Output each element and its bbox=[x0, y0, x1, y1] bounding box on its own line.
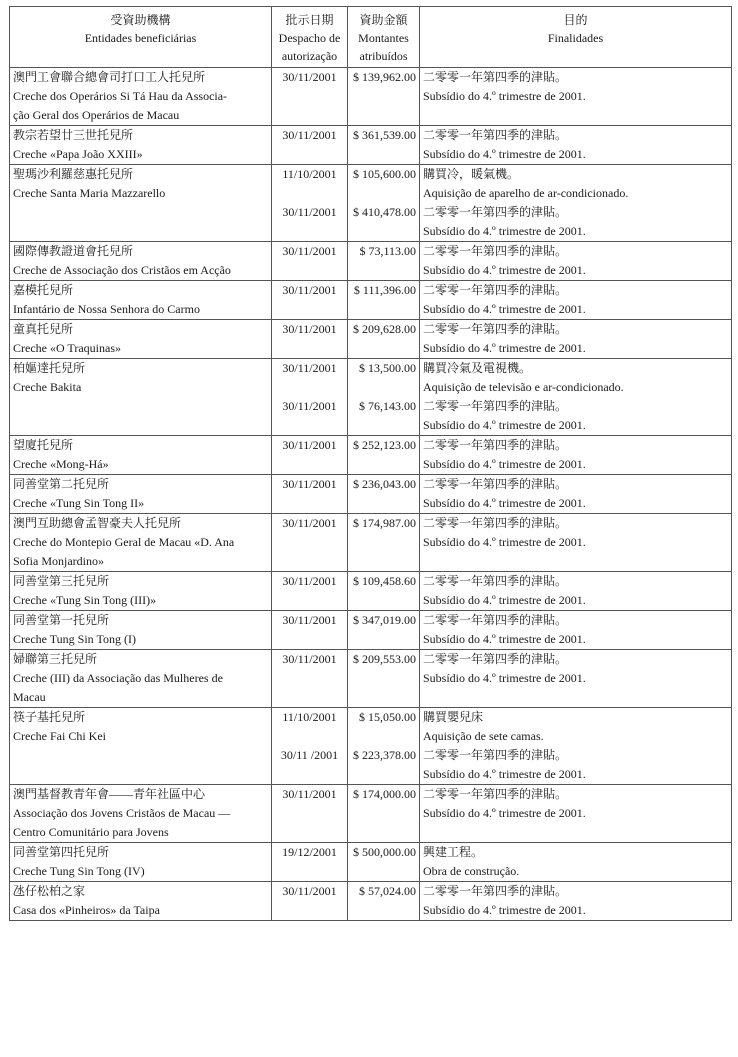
purpose-zh: 二零零一年第四季的津貼。 bbox=[423, 652, 568, 666]
line-spacer bbox=[275, 184, 344, 203]
line-spacer bbox=[275, 765, 344, 784]
line-spacer bbox=[275, 261, 344, 280]
header-purpose-pt: Finalidades bbox=[547, 31, 604, 45]
line-spacer bbox=[275, 630, 344, 649]
purpose-zh: 購買冷氣及電視機。 bbox=[423, 361, 532, 375]
date-cell bbox=[272, 68, 348, 126]
header-amount bbox=[348, 7, 420, 68]
header-date bbox=[272, 7, 348, 68]
entity-name-zh: 聖瑪沙利羅慈惠托兒所 bbox=[13, 167, 134, 181]
line-spacer bbox=[351, 378, 416, 397]
purpose-zh: 購買冷，暖氣機。 bbox=[423, 167, 520, 181]
purpose-zh: 二零零一年第四季的津貼。 bbox=[423, 322, 568, 336]
grant-date: 30/11/2001 bbox=[282, 516, 337, 530]
line-spacer bbox=[275, 416, 344, 435]
entity-cell bbox=[10, 514, 272, 572]
grant-amount: $ 105,600.00 bbox=[353, 167, 416, 181]
line-spacer bbox=[351, 300, 416, 319]
table-row bbox=[10, 165, 732, 242]
header-purpose-zh: 目的 bbox=[563, 13, 588, 27]
grant-amount: $ 174,000.00 bbox=[353, 787, 416, 801]
amount-cell bbox=[348, 436, 420, 475]
purpose-cell bbox=[420, 611, 732, 650]
entity-cell bbox=[10, 475, 272, 514]
header-amount-pt1: Montantes bbox=[358, 31, 409, 45]
line-spacer bbox=[351, 87, 416, 106]
purpose-cell bbox=[420, 882, 732, 921]
purpose-cell bbox=[420, 475, 732, 514]
amount-cell bbox=[348, 785, 420, 843]
entity-name-pt: Creche «O Traquinas» bbox=[13, 341, 121, 355]
amount-cell bbox=[348, 126, 420, 165]
grant-date: 30/11 /2001 bbox=[280, 748, 339, 762]
line-spacer bbox=[275, 455, 344, 474]
table-row bbox=[10, 572, 732, 611]
entity-cell bbox=[10, 126, 272, 165]
amount-cell bbox=[348, 359, 420, 436]
entity-cell bbox=[10, 611, 272, 650]
header-amount-zh: 資助金額 bbox=[359, 13, 408, 27]
entity-name-pt: Centro Comunitário para Jovens bbox=[13, 825, 169, 839]
entity-name-pt: Creche «Tung Sin Tong II» bbox=[13, 496, 145, 510]
table-row bbox=[10, 320, 732, 359]
purpose-zh: 二零零一年第四季的津貼。 bbox=[423, 399, 568, 413]
line-spacer bbox=[275, 378, 344, 397]
line-spacer bbox=[351, 533, 416, 552]
grant-date: 30/11/2001 bbox=[282, 574, 337, 588]
entity-name-pt: ção Geral dos Operários de Macau bbox=[13, 108, 180, 122]
purpose-cell bbox=[420, 785, 732, 843]
table-row bbox=[10, 514, 732, 572]
purpose-cell bbox=[420, 281, 732, 320]
amount-cell bbox=[348, 281, 420, 320]
line-spacer bbox=[275, 901, 344, 920]
line-spacer bbox=[351, 261, 416, 280]
purpose-zh: 二零零一年第四季的津貼。 bbox=[423, 70, 568, 84]
purpose-zh: 二零零一年第四季的津貼。 bbox=[423, 884, 568, 898]
purpose-cell bbox=[420, 843, 732, 882]
purpose-cell bbox=[420, 242, 732, 281]
grants-table bbox=[9, 6, 732, 921]
date-cell bbox=[272, 281, 348, 320]
entity-name-zh: 童真托兒所 bbox=[13, 322, 74, 336]
entity-name-zh: 國際傳教證道會托兒所 bbox=[13, 244, 134, 258]
purpose-pt: Aquisição de televisão e ar-condicionado. bbox=[423, 380, 624, 394]
table-row bbox=[10, 126, 732, 165]
purpose-cell bbox=[420, 165, 732, 242]
table-row bbox=[10, 242, 732, 281]
grant-amount: $ 361,539.00 bbox=[353, 128, 416, 142]
line-spacer bbox=[275, 494, 344, 513]
line-spacer bbox=[275, 533, 344, 552]
entity-cell bbox=[10, 882, 272, 921]
amount-cell bbox=[348, 242, 420, 281]
entity-name-pt: Creche dos Operários Si Tá Hau da Associa- bbox=[13, 89, 228, 103]
table-header-row bbox=[10, 7, 732, 68]
grant-date: 19/12/2001 bbox=[282, 845, 337, 859]
entity-cell bbox=[10, 436, 272, 475]
grant-date: 11/10/2001 bbox=[282, 710, 337, 724]
header-entity-pt: Entidades beneficiárias bbox=[84, 31, 197, 45]
grant-amount: $ 252,123.00 bbox=[353, 438, 416, 452]
entity-cell bbox=[10, 165, 272, 242]
purpose-pt: Subsídio do 4.º trimestre de 2001. bbox=[423, 767, 586, 781]
table-row bbox=[10, 882, 732, 921]
amount-cell bbox=[348, 475, 420, 514]
purpose-pt: Subsídio do 4.º trimestre de 2001. bbox=[423, 263, 586, 277]
line-spacer bbox=[351, 455, 416, 474]
header-purpose bbox=[420, 7, 732, 68]
entity-name-pt: Creche «Papa João XXIII» bbox=[13, 147, 143, 161]
table-row bbox=[10, 68, 732, 126]
entity-name-pt: Infantário de Nossa Senhora do Carmo bbox=[13, 302, 200, 316]
entity-name-zh: 教宗若望廿三世托兒所 bbox=[13, 128, 134, 142]
grant-date: 30/11/2001 bbox=[282, 438, 337, 452]
grant-amount: $ 347,019.00 bbox=[353, 613, 416, 627]
grant-date: 30/11/2001 bbox=[282, 244, 337, 258]
line-spacer bbox=[275, 300, 344, 319]
date-cell bbox=[272, 475, 348, 514]
purpose-zh: 二零零一年第四季的津貼。 bbox=[423, 244, 568, 258]
purpose-pt: Obra de construção. bbox=[423, 864, 520, 878]
date-cell bbox=[272, 572, 348, 611]
purpose-zh: 二零零一年第四季的津貼。 bbox=[423, 516, 568, 530]
entity-name-pt: Creche Tung Sin Tong (IV) bbox=[13, 864, 145, 878]
date-cell bbox=[272, 882, 348, 921]
grant-date: 30/11/2001 bbox=[282, 128, 337, 142]
grant-date: 30/11/2001 bbox=[282, 884, 337, 898]
line-spacer bbox=[275, 727, 344, 746]
grant-date: 30/11/2001 bbox=[282, 322, 337, 336]
grant-amount: $ 209,553.00 bbox=[353, 652, 416, 666]
purpose-zh: 二零零一年第四季的津貼。 bbox=[423, 477, 568, 491]
grant-date: 30/11/2001 bbox=[282, 205, 337, 219]
date-cell bbox=[272, 436, 348, 475]
table-row bbox=[10, 475, 732, 514]
line-spacer bbox=[351, 804, 416, 823]
date-cell bbox=[272, 785, 348, 843]
entity-name-zh: 澳門基督教青年會——青年社區中心 bbox=[13, 787, 206, 801]
entity-cell bbox=[10, 572, 272, 611]
line-spacer bbox=[351, 591, 416, 610]
entity-name-zh: 望廈托兒所 bbox=[13, 438, 74, 452]
entity-name-pt: Creche de Associação dos Cristãos em Acção bbox=[13, 263, 231, 277]
purpose-cell bbox=[420, 708, 732, 785]
entity-name-zh: 同善堂第一托兒所 bbox=[13, 613, 110, 627]
line-spacer bbox=[275, 669, 344, 688]
line-spacer bbox=[351, 184, 416, 203]
table-body bbox=[10, 68, 732, 921]
grant-amount: $ 13,500.00 bbox=[359, 361, 416, 375]
date-cell bbox=[272, 514, 348, 572]
purpose-pt: Subsídio do 4.º trimestre de 2001. bbox=[423, 224, 586, 238]
date-cell bbox=[272, 650, 348, 708]
entity-cell bbox=[10, 359, 272, 436]
date-cell bbox=[272, 611, 348, 650]
purpose-pt: Subsídio do 4.º trimestre de 2001. bbox=[423, 418, 586, 432]
purpose-cell bbox=[420, 359, 732, 436]
purpose-pt: Subsídio do 4.º trimestre de 2001. bbox=[423, 341, 586, 355]
purpose-pt: Subsídio do 4.º trimestre de 2001. bbox=[423, 632, 586, 646]
purpose-cell bbox=[420, 572, 732, 611]
amount-cell bbox=[348, 68, 420, 126]
entity-name-pt: Creche Bakita bbox=[13, 380, 82, 394]
date-cell bbox=[272, 165, 348, 242]
purpose-pt: Subsídio do 4.º trimestre de 2001. bbox=[423, 496, 586, 510]
entity-name-pt: Creche «Tung Sin Tong (III)» bbox=[13, 593, 157, 607]
table-row bbox=[10, 650, 732, 708]
entity-cell bbox=[10, 68, 272, 126]
grant-date: 30/11/2001 bbox=[282, 283, 337, 297]
line-spacer bbox=[351, 862, 416, 881]
grant-amount: $ 223,378.00 bbox=[353, 748, 416, 762]
entity-name-zh: 嘉模托兒所 bbox=[13, 283, 74, 297]
entity-name-zh: 同善堂第四托兒所 bbox=[13, 845, 110, 859]
entity-name-zh: 婦聯第三托兒所 bbox=[13, 652, 98, 666]
line-spacer bbox=[351, 145, 416, 164]
entity-name-pt: Creche Santa Maria Mazzarello bbox=[13, 186, 166, 200]
line-spacer bbox=[351, 222, 416, 241]
grant-date: 30/11/2001 bbox=[282, 613, 337, 627]
purpose-zh: 興建工程。 bbox=[423, 845, 484, 859]
grant-date: 30/11/2001 bbox=[282, 787, 337, 801]
purpose-cell bbox=[420, 650, 732, 708]
entity-name-pt: Casa dos «Pinheiros» da Taipa bbox=[13, 903, 160, 917]
line-spacer bbox=[275, 87, 344, 106]
purpose-cell bbox=[420, 436, 732, 475]
line-spacer bbox=[351, 727, 416, 746]
amount-cell bbox=[348, 843, 420, 882]
line-spacer bbox=[275, 222, 344, 241]
entity-name-zh: 澳門互助總會孟智豪夫人托兒所 bbox=[13, 516, 182, 530]
line-spacer bbox=[275, 145, 344, 164]
grant-date: 30/11/2001 bbox=[282, 70, 337, 84]
header-entity bbox=[10, 7, 272, 68]
date-cell bbox=[272, 242, 348, 281]
entity-name-pt: Creche Tung Sin Tong (I) bbox=[13, 632, 136, 646]
grant-date: 30/11/2001 bbox=[282, 399, 337, 413]
purpose-pt: Subsídio do 4.º trimestre de 2001. bbox=[423, 593, 586, 607]
purpose-zh: 二零零一年第四季的津貼。 bbox=[423, 748, 568, 762]
header-entity-zh: 受資助機構 bbox=[110, 13, 171, 27]
amount-cell bbox=[348, 572, 420, 611]
header-amount-pt2: atribuídos bbox=[359, 49, 408, 63]
purpose-pt: Subsídio do 4.º trimestre de 2001. bbox=[423, 806, 586, 820]
purpose-zh: 二零零一年第四季的津貼。 bbox=[423, 438, 568, 452]
purpose-zh: 二零零一年第四季的津貼。 bbox=[423, 205, 568, 219]
purpose-cell bbox=[420, 68, 732, 126]
grant-amount: $ 174,987.00 bbox=[353, 516, 416, 530]
grant-amount: $ 500,000.00 bbox=[353, 845, 416, 859]
table-row bbox=[10, 611, 732, 650]
entity-name-zh: 同善堂第三托兒所 bbox=[13, 574, 110, 588]
purpose-pt: Subsídio do 4.º trimestre de 2001. bbox=[423, 535, 586, 549]
entity-name-zh: 筷子基托兒所 bbox=[13, 710, 86, 724]
entity-name-pt: Sofia Monjardino» bbox=[13, 554, 104, 568]
grant-date: 11/10/2001 bbox=[282, 167, 337, 181]
header-date-zh: 批示日期 bbox=[285, 13, 334, 27]
line-spacer bbox=[351, 669, 416, 688]
entity-name-pt: Creche do Montepio Geral de Macau «D. Ana bbox=[13, 535, 235, 549]
amount-cell bbox=[348, 650, 420, 708]
grant-date: 30/11/2001 bbox=[282, 361, 337, 375]
entity-name-pt: Creche «Mong-Há» bbox=[13, 457, 109, 471]
entity-name-pt: Creche Fai Chi Kei bbox=[13, 729, 106, 743]
grant-amount: $ 73,113.00 bbox=[359, 244, 416, 258]
amount-cell bbox=[348, 611, 420, 650]
grant-amount: $ 236,043.00 bbox=[353, 477, 416, 491]
header-date-pt2: autorização bbox=[281, 49, 338, 63]
line-spacer bbox=[351, 765, 416, 784]
grant-amount: $ 111,396.00 bbox=[353, 283, 416, 297]
line-spacer bbox=[275, 591, 344, 610]
grant-amount: $ 139,962.00 bbox=[353, 70, 416, 84]
line-spacer bbox=[351, 416, 416, 435]
table-row bbox=[10, 785, 732, 843]
entity-name-zh: 柏嫗達托兒所 bbox=[13, 361, 86, 375]
table-row bbox=[10, 359, 732, 436]
table-row bbox=[10, 436, 732, 475]
table-row bbox=[10, 708, 732, 785]
grant-amount: $ 209,628.00 bbox=[353, 322, 416, 336]
line-spacer bbox=[351, 901, 416, 920]
purpose-pt: Aquisição de sete camas. bbox=[423, 729, 544, 743]
purpose-zh: 二零零一年第四季的津貼。 bbox=[423, 574, 568, 588]
entity-name-pt: Creche (III) da Associação das Mulheres de bbox=[13, 671, 223, 685]
purpose-pt: Subsídio do 4.º trimestre de 2001. bbox=[423, 457, 586, 471]
grant-amount: $ 410,478.00 bbox=[353, 205, 416, 219]
grant-amount: $ 76,143.00 bbox=[359, 399, 416, 413]
grant-date: 30/11/2001 bbox=[282, 652, 337, 666]
amount-cell bbox=[348, 708, 420, 785]
table-row bbox=[10, 843, 732, 882]
entity-name-pt: Associação dos Jovens Cristãos de Macau — bbox=[13, 806, 231, 820]
grant-amount: $ 57,024.00 bbox=[359, 884, 416, 898]
purpose-zh: 二零零一年第四季的津貼。 bbox=[423, 613, 568, 627]
amount-cell bbox=[348, 514, 420, 572]
date-cell bbox=[272, 126, 348, 165]
grant-date: 30/11/2001 bbox=[282, 477, 337, 491]
purpose-pt: Subsídio do 4.º trimestre de 2001. bbox=[423, 147, 586, 161]
header-date-pt1: Despacho de bbox=[278, 31, 341, 45]
entity-cell bbox=[10, 650, 272, 708]
entity-cell bbox=[10, 785, 272, 843]
date-cell bbox=[272, 708, 348, 785]
line-spacer bbox=[351, 339, 416, 358]
entity-cell bbox=[10, 708, 272, 785]
purpose-pt: Subsídio do 4.º trimestre de 2001. bbox=[423, 89, 586, 103]
entity-name-zh: 澳門工會聯合總會司打口工人托兒所 bbox=[13, 70, 206, 84]
entity-cell bbox=[10, 843, 272, 882]
purpose-cell bbox=[420, 514, 732, 572]
purpose-pt: Subsídio do 4.º trimestre de 2001. bbox=[423, 671, 586, 685]
date-cell bbox=[272, 843, 348, 882]
entity-name-pt: Macau bbox=[13, 690, 46, 704]
purpose-zh: 二零零一年第四季的津貼。 bbox=[423, 283, 568, 297]
purpose-zh: 購買嬰兒床 bbox=[423, 710, 484, 724]
entity-name-zh: 氹仔松柏之家 bbox=[13, 884, 86, 898]
amount-cell bbox=[348, 165, 420, 242]
line-spacer bbox=[275, 339, 344, 358]
date-cell bbox=[272, 320, 348, 359]
line-spacer bbox=[351, 494, 416, 513]
line-spacer bbox=[275, 862, 344, 881]
entity-cell bbox=[10, 320, 272, 359]
purpose-pt: Subsídio do 4.º trimestre de 2001. bbox=[423, 302, 586, 316]
purpose-cell bbox=[420, 320, 732, 359]
line-spacer bbox=[275, 804, 344, 823]
entity-cell bbox=[10, 242, 272, 281]
date-cell bbox=[272, 359, 348, 436]
amount-cell bbox=[348, 882, 420, 921]
purpose-pt: Aquisição de aparelho de ar-condicionado. bbox=[423, 186, 629, 200]
grant-amount: $ 109,458.60 bbox=[353, 574, 416, 588]
purpose-zh: 二零零一年第四季的津貼。 bbox=[423, 787, 568, 801]
entity-name-zh: 同善堂第二托兒所 bbox=[13, 477, 110, 491]
amount-cell bbox=[348, 320, 420, 359]
purpose-zh: 二零零一年第四季的津貼。 bbox=[423, 128, 568, 142]
purpose-cell bbox=[420, 126, 732, 165]
line-spacer bbox=[351, 630, 416, 649]
purpose-pt: Subsídio do 4.º trimestre de 2001. bbox=[423, 903, 586, 917]
table-row bbox=[10, 281, 732, 320]
entity-cell bbox=[10, 281, 272, 320]
grant-amount: $ 15,050.00 bbox=[359, 710, 416, 724]
